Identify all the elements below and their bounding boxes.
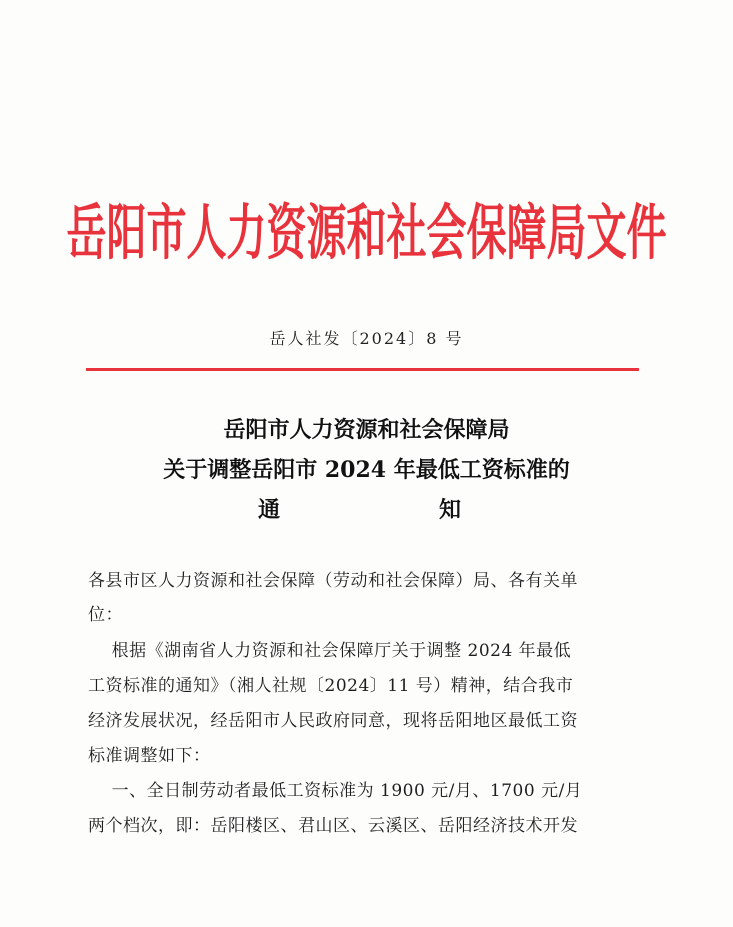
red-divider-line	[86, 368, 639, 371]
body-line: 工资标准的通知》（湘人社规〔2024〕11 号）精神，结合我市	[88, 676, 574, 696]
body-line: 一、全日制劳动者最低工资标准为 1900 元/月、1700 元/月	[88, 781, 583, 801]
body-line: 各县市区人力资源和社会保障（劳动和社会保障）局、各有关单	[88, 571, 578, 591]
subject-line-2: 关于调整岳阳市 2024 年最低工资标准的	[163, 457, 570, 483]
body-line: 经济发展状况，经岳阳市人民政府同意，现将岳阳地区最低工资	[88, 711, 578, 731]
subject-line-1: 岳阳市人力资源和社会保障局	[223, 417, 510, 443]
body-line: 位：	[88, 605, 123, 625]
document-header-title: 岳阳市人力资源和社会保障局文件	[66, 198, 667, 269]
document-number: 岳人社发〔2024〕8 号	[269, 329, 464, 348]
body-line: 根据《湖南省人力资源和社会保障厅关于调整 2024 年最低	[88, 641, 572, 661]
subject-notice-char-1: 通	[258, 497, 281, 523]
body-line: 两个档次，即：岳阳楼区、君山区、云溪区、岳阳经济技术开发	[88, 816, 578, 836]
subject-notice-char-2: 知	[439, 497, 462, 523]
body-line: 标准调整如下：	[88, 746, 211, 766]
